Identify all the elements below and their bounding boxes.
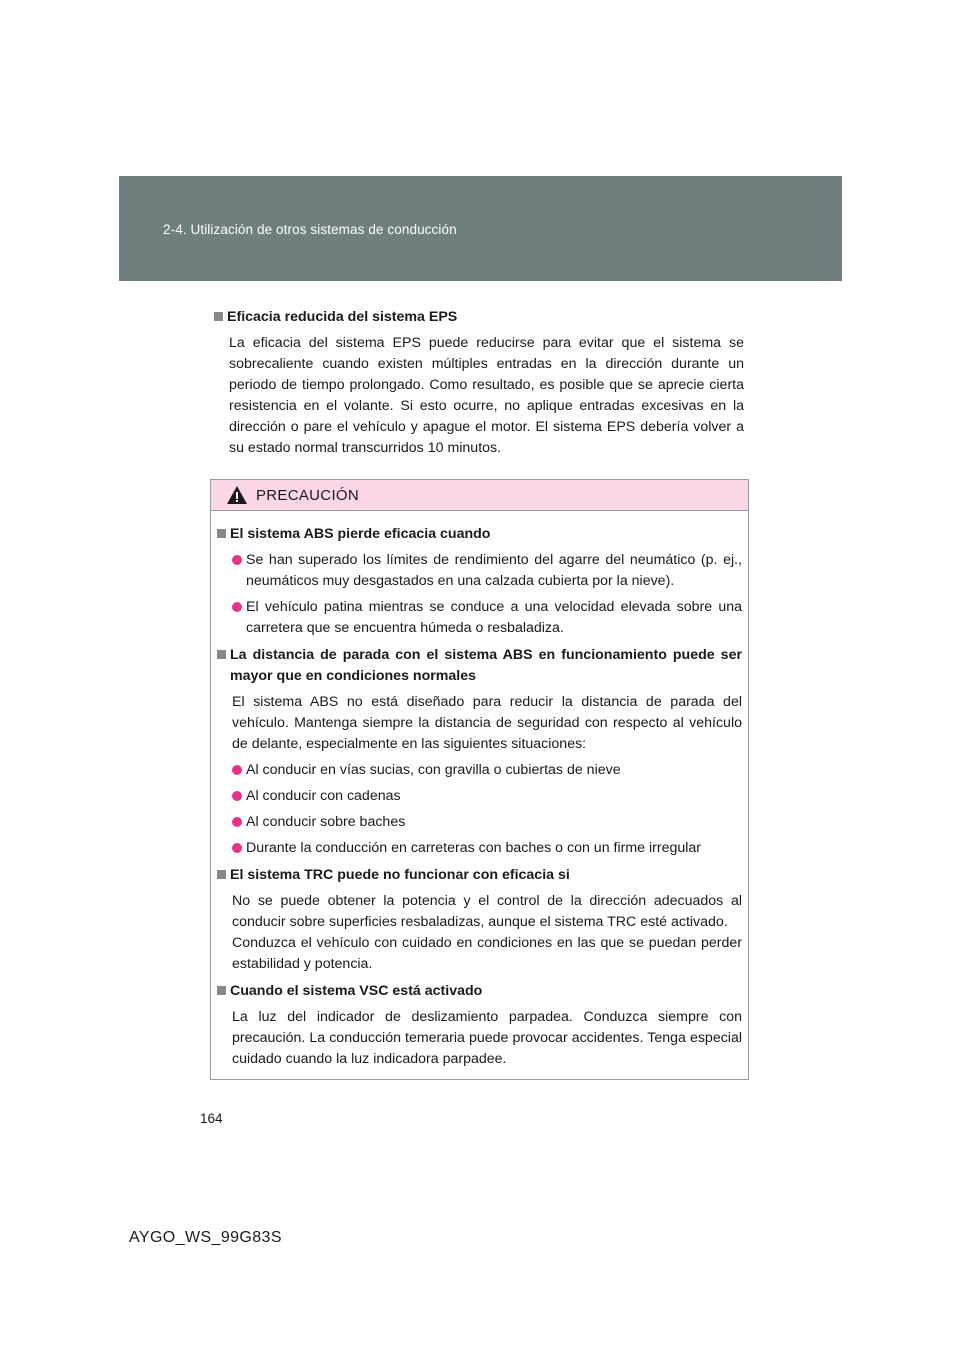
trc-heading-text: El sistema TRC puede no funcionar con eficacia si — [230, 867, 570, 883]
square-icon — [217, 529, 226, 538]
trc-heading — [217, 865, 742, 886]
list-item: El vehículo patina mientras se conduce a una velocidad elevada sobre una carretera que se encuentra húmeda o resbaladiza. — [232, 597, 742, 639]
section-title: 2-4. Utilización de otros sistemas de conducción — [163, 222, 457, 237]
section-header-band — [119, 176, 842, 281]
distance-text: El sistema ABS no está diseñado para reducir la distancia de parada del vehículo. Mantenga siempre la distancia de seguridad con respecto al vehículo de delante, especialmente en las siguientes situaciones: — [232, 694, 742, 752]
square-icon — [214, 312, 223, 321]
page-number: 164 — [200, 1111, 223, 1126]
list-item: Durante la conducción en carreteras con baches o con un firme irregular — [232, 838, 742, 859]
distance-heading — [217, 645, 742, 687]
pink-dot-icon — [232, 843, 242, 853]
square-icon — [217, 650, 226, 659]
pink-dot-icon — [232, 765, 242, 775]
caution-box — [210, 479, 749, 1080]
abs-heading — [217, 524, 742, 545]
pink-dot-icon — [232, 602, 242, 612]
document-code: AYGO_WS_99G83S — [129, 1229, 282, 1246]
list-item: Al conducir en vías sucias, con gravilla o cubiertas de nieve — [232, 760, 742, 781]
pink-dot-icon — [232, 817, 242, 827]
trc-text — [232, 891, 742, 975]
list-item: Se han superado los límites de rendimiento del agarre del neumático (p. ej., neumáticos muy desgastados en una calzada cubierta por la nieve). — [232, 550, 742, 592]
list-item: Al conducir con cadenas — [232, 786, 742, 807]
caution-title: PRECAUCIÓN — [256, 486, 360, 504]
vsc-text: La luz del indicador de deslizamiento parpadea. Conduzca siempre con precaución. La conducción temeraria puede provocar accidentes. Tenga especial cuidado cuando la luz indicadora parpadee. — [232, 1009, 742, 1067]
trc-text-1: No se puede obtener la potencia y el control de la dirección adecuados al conducir sobre superficies resbaladizas, aunque el sistema TRC esté activado. — [232, 893, 742, 930]
square-icon — [217, 870, 226, 879]
list-item: Al conducir sobre baches — [232, 812, 742, 833]
caution-body — [211, 511, 748, 1070]
pink-dot-icon — [232, 555, 242, 565]
vsc-heading — [217, 981, 742, 1002]
warning-triangle-icon — [226, 485, 248, 505]
eps-heading — [214, 307, 744, 328]
eps-section — [214, 307, 744, 459]
abs-heading-text: El sistema ABS pierde eficacia cuando — [230, 526, 491, 542]
eps-heading-text: Eficacia reducida del sistema EPS — [227, 309, 458, 325]
square-icon — [217, 986, 226, 995]
eps-text: La eficacia del sistema EPS puede reducirse para evitar que el sistema se sobrecaliente cuando existen múltiples entradas en la dirección durante un periodo de tiempo prolongado. Como resultado, es posible que se aprecie cierta resistencia en el volante. Si esto ocurre, no aplique entradas excesivas en la dirección o pare el vehículo y apague el motor. El sistema EPS debería volver a su estado normal transcurridos 10 minutos. — [229, 335, 744, 456]
pink-dot-icon — [232, 791, 242, 801]
distance-heading-text: La distancia de parada con el sistema ABS en funcionamiento puede ser mayor que en condiciones normales — [230, 647, 742, 684]
vsc-heading-text: Cuando el sistema VSC está activado — [230, 983, 483, 999]
caution-header — [211, 480, 748, 511]
trc-text-2: Conduzca el vehículo con cuidado en condiciones en las que se puedan perder estabilidad y potencia. — [232, 935, 742, 972]
